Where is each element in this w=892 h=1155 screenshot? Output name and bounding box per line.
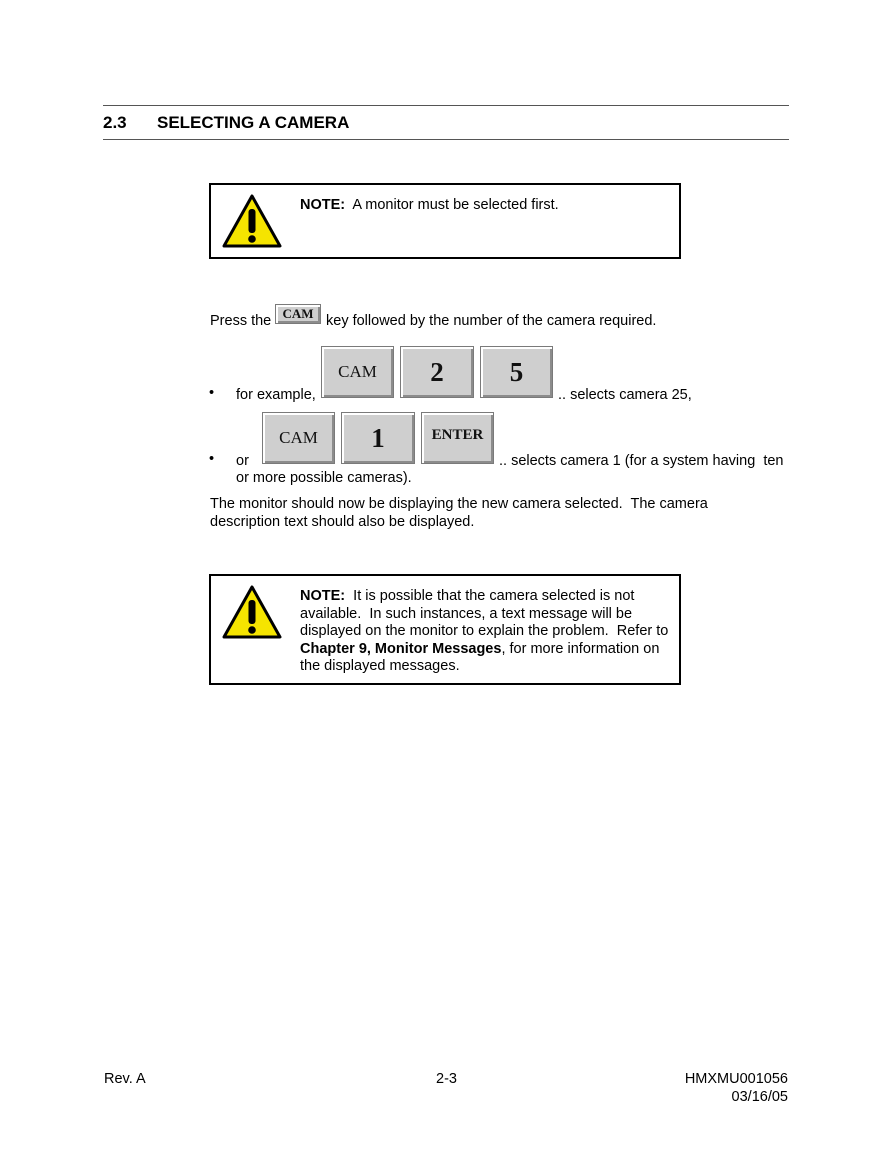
- digit-1-key: 1: [341, 412, 415, 464]
- digit-5-key: 5: [480, 346, 553, 398]
- note-body: A monitor must be selected first.: [352, 197, 559, 213]
- section-heading: [103, 113, 349, 133]
- footer-document-id: HMXMU001056: [684, 1071, 788, 1087]
- footer-revision: Rev. A: [104, 1071, 146, 1087]
- example1-prefix: for example,: [236, 387, 316, 403]
- cam-key: CAM: [321, 346, 394, 398]
- note-box-monitor-first: [209, 183, 681, 259]
- instruction-suffix: key followed by the number of the camera required.: [326, 313, 657, 329]
- heading-top-rule: [103, 105, 789, 106]
- paragraph-line-1: The monitor should now be displaying the new camera selected. The camera: [210, 496, 708, 512]
- note-text: [300, 197, 671, 215]
- warning-triangle-icon: [221, 193, 283, 249]
- warning-triangle-icon: [221, 584, 283, 640]
- example2-suffix: .. selects camera 1 (for a system having ten: [499, 453, 784, 469]
- cam-key: CAM: [262, 412, 335, 464]
- note-line-5: the displayed messages.: [300, 658, 460, 674]
- bullet-icon: •: [209, 385, 215, 401]
- note-line-3: displayed on the monitor to explain the problem. Refer to: [300, 623, 669, 639]
- note-line-4: Chapter 9, Monitor Messages, for more information on: [300, 640, 660, 657]
- note-label: NOTE:: [300, 588, 346, 604]
- note-line-2: available. In such instances, a text message will be: [300, 605, 633, 622]
- section-title: SELECTING A CAMERA: [157, 113, 350, 132]
- heading-bottom-rule: [103, 139, 789, 140]
- paragraph-line-2: description text should also be displayed.: [210, 514, 475, 530]
- section-number: 2.3: [103, 113, 127, 132]
- example1-suffix: .. selects camera 25,: [558, 387, 692, 403]
- footer-date: 03/16/05: [731, 1089, 788, 1105]
- cam-key-inline: CAM: [275, 304, 321, 324]
- note-box-camera-unavailable: [209, 574, 681, 685]
- bullet-icon: •: [209, 451, 215, 467]
- note-line-1: NOTE: It is possible that the camera selected is not: [300, 588, 635, 604]
- example2-continuation: or more possible cameras).: [236, 470, 412, 486]
- instruction-prefix: Press the: [210, 313, 272, 329]
- chapter-reference: Chapter 9, Monitor Messages: [300, 640, 502, 657]
- footer-page-number: 2-3: [436, 1071, 457, 1087]
- note-label: NOTE:: [300, 197, 346, 213]
- digit-2-key: 2: [400, 346, 474, 398]
- note-text: [300, 588, 671, 676]
- example2-prefix: or: [236, 453, 249, 469]
- enter-key: ENTER: [421, 412, 494, 464]
